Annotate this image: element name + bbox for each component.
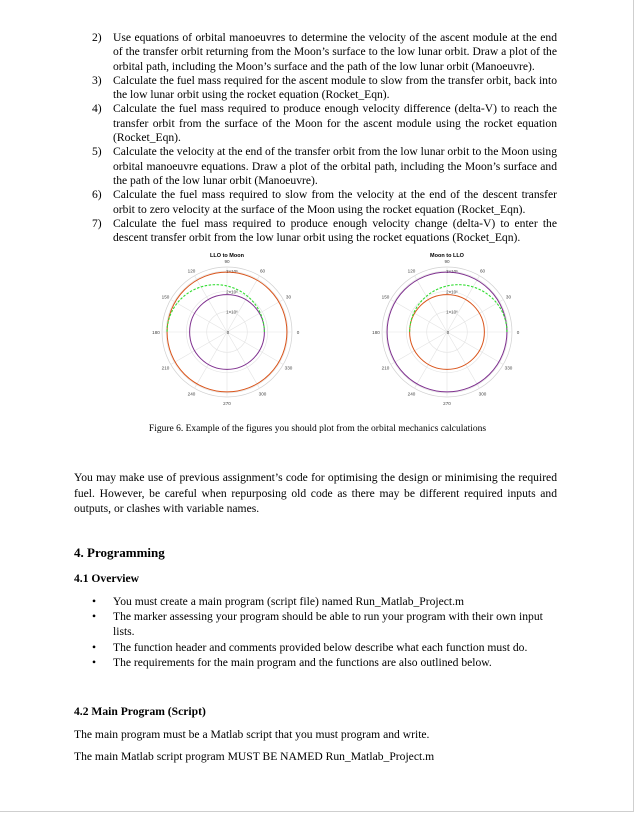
angle-tick-label: 0 — [296, 329, 300, 335]
angle-tick-label: 240 — [407, 391, 416, 397]
radial-tick-label: 0 — [446, 330, 450, 335]
angle-tick-label: 240 — [187, 391, 196, 397]
transfer-orbit — [410, 285, 507, 332]
radial-tick-label: 1×10⁶ — [226, 309, 238, 315]
angular-gridline — [195, 332, 228, 388]
radial-tick-label: 2×10⁶ — [226, 289, 238, 295]
angle-tick-label: 300 — [478, 391, 487, 397]
subsection-heading-main-program: 4.2 Main Program (Script) — [74, 705, 206, 718]
bullet-text: The function header and comments provided below describe what each function must do. — [113, 640, 528, 654]
main-program-line-2: The main Matlab script program MUST BE NAMED Run_Matlab_Project.m — [74, 750, 435, 763]
task-item — [92, 217, 557, 246]
angle-tick-label: 30 — [285, 294, 292, 300]
plot-title: LLO to Moon — [210, 253, 244, 259]
task-number: 6) — [92, 188, 102, 202]
angular-gridline — [447, 332, 480, 388]
task-item — [92, 31, 557, 74]
bullet-item — [92, 609, 557, 639]
angle-tick-label: 180 — [152, 329, 160, 335]
bullet-icon: • — [92, 610, 97, 624]
angular-gridline — [171, 332, 227, 365]
radial-tick-label: 3×10⁶ — [226, 269, 238, 275]
task-item — [92, 102, 557, 145]
radial-tick-label: 0 — [226, 330, 230, 335]
angle-tick-label: 30 — [505, 294, 512, 300]
angle-tick-label: 90 — [444, 258, 450, 264]
angular-gridline — [447, 300, 503, 333]
task-text: Calculate the fuel mass required for the ascent module to slow from the transfer orbit, back into the low lunar orbit using the rocket equation (Rocket_Eqn). — [113, 73, 557, 102]
angle-tick-label: 180 — [372, 329, 380, 335]
angle-tick-label: 60 — [259, 268, 266, 274]
task-number: 3) — [92, 73, 102, 87]
angular-gridline — [227, 332, 283, 365]
polar-plot-llo-to-moon — [150, 250, 310, 425]
angular-gridline — [391, 332, 447, 365]
bullet-text: The marker assessing your program should be able to run your program with their own input lists. — [113, 610, 543, 639]
angle-tick-label: 150 — [381, 294, 390, 300]
angular-gridline — [447, 332, 503, 365]
radial-tick-label: 2×10⁶ — [446, 289, 458, 295]
angle-tick-label: 120 — [407, 268, 416, 274]
angular-gridline — [171, 300, 227, 333]
bullet-text: The requirements for the main program and the functions are also outlined below. — [113, 655, 492, 669]
overview-bullets — [92, 594, 557, 670]
task-number: 7) — [92, 216, 102, 230]
task-text: Calculate the fuel mass required to produce enough velocity difference (delta-V) to reach the transfer orbit from the surface of the Moon for the ascent module using the rocket equation (Rocket_Eqn). — [113, 102, 557, 145]
angle-tick-label: 330 — [284, 365, 293, 371]
angle-tick-label: 150 — [161, 294, 170, 300]
task-number: 5) — [92, 145, 102, 159]
angle-tick-label: 270 — [223, 400, 231, 406]
transfer-orbit — [167, 285, 264, 332]
angular-gridline — [227, 332, 260, 388]
task-text: Calculate the fuel mass required to slow from the velocity at the end of the descent transfer orbit to zero velocity at the surface of the Moon using the rocket equation (Rocket_Eqn). — [113, 188, 557, 216]
bullet-item — [92, 640, 557, 655]
bullet-icon: • — [92, 655, 97, 669]
angle-tick-label: 90 — [224, 258, 230, 264]
task-item — [92, 188, 557, 217]
task-item — [92, 145, 557, 188]
polar-plot-moon-to-llo — [370, 250, 530, 425]
task-item — [92, 74, 557, 103]
task-list — [92, 31, 557, 245]
angle-tick-label: 210 — [161, 365, 170, 371]
angle-tick-label: 210 — [381, 365, 390, 371]
angle-tick-label: 0 — [516, 329, 520, 335]
task-text: Calculate the velocity at the end of the transfer orbit from the low lunar orbit to the Moon using orbital manoeuvre equations. Draw a plot of the orbital path, including the Moon’s surface and the path of the low lunar orbit (Manoeuvre). — [113, 145, 557, 187]
angle-tick-label: 300 — [258, 391, 267, 397]
task-text: Use equations of orbital manoeuvres to determine the velocity of the ascent module at the end of the transfer orbit returning from the Moon’s surface to the low lunar orbit. Draw a plot of the orbital path, including the Moon’s surface and the path of the low lunar orbit (Manoeuvre). — [113, 31, 557, 73]
plot-title: Moon to LLO — [430, 253, 464, 259]
subsection-heading-overview: 4.1 Overview — [74, 572, 140, 585]
task-number: 2) — [92, 31, 102, 44]
bullet-icon: • — [92, 595, 97, 608]
angle-tick-label: 60 — [479, 268, 486, 274]
angular-gridline — [447, 276, 480, 332]
angular-gridline — [415, 332, 448, 388]
radial-tick-label: 3×10⁶ — [446, 269, 458, 275]
angle-tick-label: 270 — [443, 400, 451, 406]
bullet-icon: • — [92, 640, 97, 654]
bullet-item — [92, 594, 557, 609]
radial-tick-label: 1×10⁶ — [446, 309, 458, 315]
task-text: Calculate the fuel mass required to produce enough velocity change (delta-V) to enter the descent transfer orbit from the low lunar orbit using the rocket equations (Rocket_Eqn). — [113, 216, 557, 245]
bullet-text: You must create a main program (script file) named Run_Matlab_Project.m — [113, 595, 465, 608]
bullet-item — [92, 655, 557, 670]
section-heading-programming: 4. Programming — [74, 545, 165, 560]
reuse-paragraph: You may make use of previous assignment’s code for optimising the design or minimising the required fuel. However, be careful when repurposing old code as there may be different required inputs and outputs, or clashes with variable names. — [74, 471, 557, 516]
angle-tick-label: 330 — [504, 365, 513, 371]
figure-caption: Figure 6. Example of the figures you should plot from the orbital mechanics calculations — [148, 424, 487, 434]
angular-gridline — [195, 276, 228, 332]
main-program-line-1: The main program must be a Matlab script that you must program and write. — [74, 728, 430, 741]
task-number: 4) — [92, 102, 102, 116]
angle-tick-label: 120 — [187, 268, 196, 274]
